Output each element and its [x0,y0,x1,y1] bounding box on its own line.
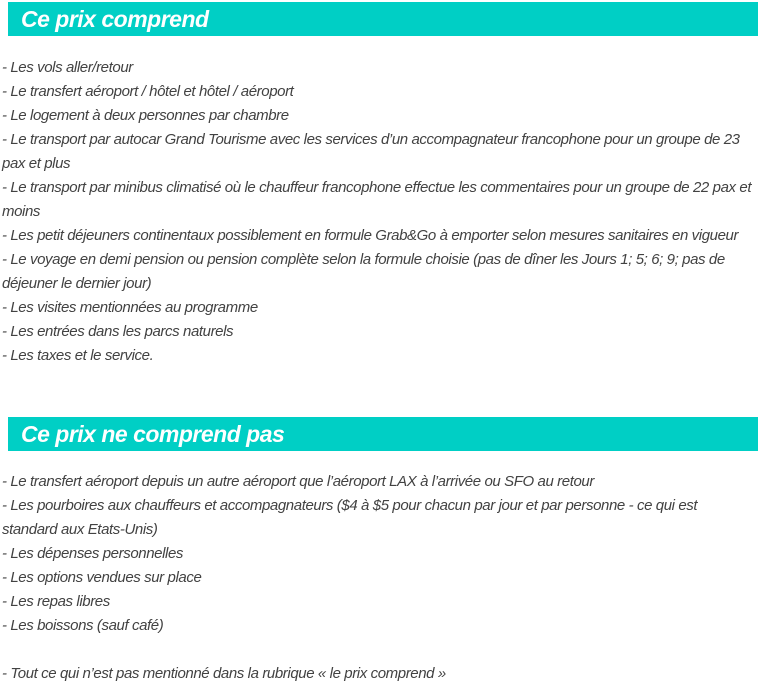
list-item: - Les entrées dans les parcs naturels [2,323,234,340]
list-item: - Le voyage en demi pension ou pension complète selon la formule choisie (pas de dîner les Jours 1; 5; 6; 9; pas de déjeuner le dernier jour) [2,251,725,292]
list-item: - Les taxes et le service. [2,347,154,364]
price-included-list [0,56,758,368]
list-item: - Les pourboires aux chauffeurs et accompagnateurs ($4 à $5 pour chacun par jour et par personne - ce qui est standard aux Etats-Unis) [2,497,698,538]
list-item: - Le transport par minibus climatisé où le chauffeur francophone effectue les commentaires pour un groupe de 22 pax et moins [2,179,752,220]
list-item: - Le transfert aéroport depuis un autre aéroport que l’aéroport LAX à l’arrivée ou SFO au retour [2,473,594,490]
list-item: - Les repas libres [2,593,110,610]
list-item: - Les boissons (sauf café) [2,617,164,634]
blank-line [2,638,756,662]
price-not-included-list [0,470,758,686]
list-item: - Le transfert aéroport / hôtel et hôtel / aéroport [2,83,294,100]
section-title-price-not-included: Ce prix ne comprend pas [21,420,285,447]
section-title-price-included: Ce prix comprend [21,5,209,32]
list-item: - Tout ce qui n’est pas mentionné dans la rubrique « le prix comprend » [2,665,446,682]
section-header-price-not-included [8,417,758,451]
list-item: - Les vols aller/retour [2,59,133,76]
list-item: - Les dépenses personnelles [2,545,183,562]
section-header-price-included [8,2,758,36]
list-item: - Les visites mentionnées au programme [2,299,258,316]
list-item: - Les options vendues sur place [2,569,202,586]
list-item: - Les petit déjeuners continentaux possiblement en formule Grab&Go à emporter selon mesures sanitaires en vigueur [2,227,739,244]
list-item: - Le logement à deux personnes par chambre [2,107,289,124]
list-item: - Le transport par autocar Grand Tourisme avec les services d’un accompagnateur francophone pour un groupe de 23 pax et plus [2,131,740,172]
